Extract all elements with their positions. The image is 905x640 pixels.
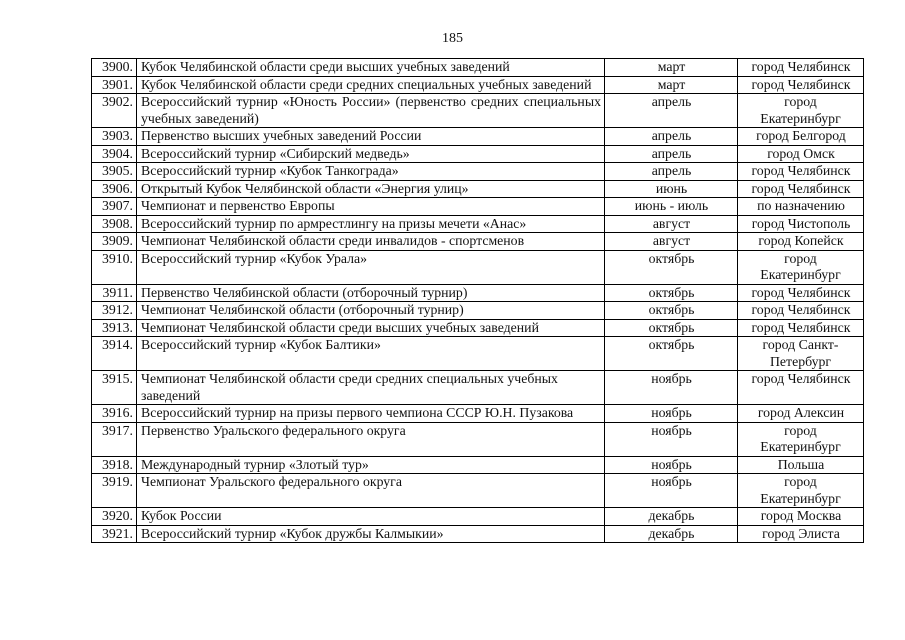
- table-row: [92, 474, 864, 508]
- event-name: Всероссийский турнир «Кубок дружбы Калмыкии»: [137, 525, 605, 543]
- row-number: 3916.: [92, 405, 137, 423]
- event-date: ноябрь: [605, 456, 738, 474]
- event-place: город Копейск: [738, 233, 864, 251]
- row-number: 3902.: [92, 94, 137, 128]
- event-date: ноябрь: [605, 405, 738, 423]
- row-number: 3919.: [92, 474, 137, 508]
- event-name: Чемпионат Уральского федерального округа: [137, 474, 605, 508]
- page-number: 185: [442, 31, 463, 46]
- event-date: октябрь: [605, 337, 738, 371]
- row-number: 3915.: [92, 371, 137, 405]
- row-number: 3914.: [92, 337, 137, 371]
- row-number: 3917.: [92, 422, 137, 456]
- event-place: Польша: [738, 456, 864, 474]
- event-name: Чемпионат Челябинской области среди инвалидов - спортсменов: [137, 233, 605, 251]
- event-date: декабрь: [605, 525, 738, 543]
- row-number: 3903.: [92, 128, 137, 146]
- event-place: город Москва: [738, 508, 864, 526]
- row-number: 3907.: [92, 198, 137, 216]
- event-name: Первенство Челябинской области (отборочный турнир): [137, 284, 605, 302]
- table-row: [92, 284, 864, 302]
- table-row: [92, 163, 864, 181]
- event-date: август: [605, 233, 738, 251]
- event-name: Первенство высших учебных заведений России: [137, 128, 605, 146]
- event-place: город Челябинск: [738, 371, 864, 405]
- event-place: город Белгород: [738, 128, 864, 146]
- table-row: [92, 250, 864, 284]
- event-name: Чемпионат Челябинской области среди средних специальных учебных заведений: [137, 371, 605, 405]
- event-name: Международный турнир «Злотый тур»: [137, 456, 605, 474]
- row-number: 3911.: [92, 284, 137, 302]
- table-row: [92, 456, 864, 474]
- table-row: [92, 233, 864, 251]
- table-row: [92, 76, 864, 94]
- event-date: октябрь: [605, 284, 738, 302]
- event-date: июнь - июль: [605, 198, 738, 216]
- event-place: город Челябинск: [738, 180, 864, 198]
- event-date: октябрь: [605, 250, 738, 284]
- table-row: [92, 371, 864, 405]
- event-date: апрель: [605, 128, 738, 146]
- event-name: Первенство Уральского федерального округа: [137, 422, 605, 456]
- row-number: 3904.: [92, 145, 137, 163]
- event-place: город Челябинск: [738, 163, 864, 181]
- event-name: Всероссийский турнир «Кубок Танкограда»: [137, 163, 605, 181]
- table-row: [92, 508, 864, 526]
- event-name: Открытый Кубок Челябинской области «Энергия улиц»: [137, 180, 605, 198]
- table-row: [92, 525, 864, 543]
- event-date: октябрь: [605, 302, 738, 320]
- event-place: город Челябинск: [738, 302, 864, 320]
- event-date: июнь: [605, 180, 738, 198]
- row-number: 3900.: [92, 59, 137, 77]
- table-row: [92, 198, 864, 216]
- event-place: город Челябинск: [738, 284, 864, 302]
- event-place: город Екатеринбург: [738, 94, 864, 128]
- event-place: город Санкт-Петербург: [738, 337, 864, 371]
- table-row: [92, 215, 864, 233]
- event-name: Чемпионат и первенство Европы: [137, 198, 605, 216]
- event-name: Всероссийский турнир «Кубок Балтики»: [137, 337, 605, 371]
- event-place: город Челябинск: [738, 59, 864, 77]
- event-date: декабрь: [605, 508, 738, 526]
- table-row: [92, 319, 864, 337]
- event-name: Чемпионат Челябинской области среди высших учебных заведений: [137, 319, 605, 337]
- event-name: Всероссийский турнир «Кубок Урала»: [137, 250, 605, 284]
- row-number: 3921.: [92, 525, 137, 543]
- event-place: город Чистополь: [738, 215, 864, 233]
- row-number: 3905.: [92, 163, 137, 181]
- event-place: город Екатеринбург: [738, 474, 864, 508]
- table-row: [92, 180, 864, 198]
- table-row: [92, 59, 864, 77]
- row-number: 3910.: [92, 250, 137, 284]
- event-date: март: [605, 76, 738, 94]
- row-number: 3901.: [92, 76, 137, 94]
- row-number: 3906.: [92, 180, 137, 198]
- event-date: октябрь: [605, 319, 738, 337]
- event-place: город Челябинск: [738, 319, 864, 337]
- row-number: 3912.: [92, 302, 137, 320]
- table-row: [92, 128, 864, 146]
- event-place: город Элиста: [738, 525, 864, 543]
- event-name: Чемпионат Челябинской области (отборочный турнир): [137, 302, 605, 320]
- events-table-body: [92, 59, 864, 543]
- event-date: апрель: [605, 163, 738, 181]
- event-date: ноябрь: [605, 422, 738, 456]
- event-place: город Алексин: [738, 405, 864, 423]
- event-place: город Челябинск: [738, 76, 864, 94]
- row-number: 3908.: [92, 215, 137, 233]
- table-row: [92, 422, 864, 456]
- table-row: [92, 94, 864, 128]
- event-date: ноябрь: [605, 474, 738, 508]
- table-row: [92, 337, 864, 371]
- events-table: [91, 58, 864, 543]
- event-date: апрель: [605, 94, 738, 128]
- row-number: 3909.: [92, 233, 137, 251]
- event-name: Кубок России: [137, 508, 605, 526]
- table-row: [92, 302, 864, 320]
- event-name: Всероссийский турнир по армрестлингу на призы мечети «Анас»: [137, 215, 605, 233]
- row-number: 3920.: [92, 508, 137, 526]
- event-date: август: [605, 215, 738, 233]
- event-date: ноябрь: [605, 371, 738, 405]
- table-row: [92, 145, 864, 163]
- event-name: Всероссийский турнир «Юность России» (первенство средних специальных учебных заведений): [137, 94, 605, 128]
- event-place: город Омск: [738, 145, 864, 163]
- event-name: Кубок Челябинской области среди высших учебных заведений: [137, 59, 605, 77]
- event-name: Всероссийский турнир на призы первого чемпиона СССР Ю.Н. Пузакова: [137, 405, 605, 423]
- event-date: март: [605, 59, 738, 77]
- event-date: апрель: [605, 145, 738, 163]
- row-number: 3918.: [92, 456, 137, 474]
- row-number: 3913.: [92, 319, 137, 337]
- event-name: Кубок Челябинской области среди средних специальных учебных заведений: [137, 76, 605, 94]
- event-name: Всероссийский турнир «Сибирский медведь»: [137, 145, 605, 163]
- event-place: по назначению: [738, 198, 864, 216]
- table-row: [92, 405, 864, 423]
- event-place: город Екатеринбург: [738, 250, 864, 284]
- event-place: город Екатеринбург: [738, 422, 864, 456]
